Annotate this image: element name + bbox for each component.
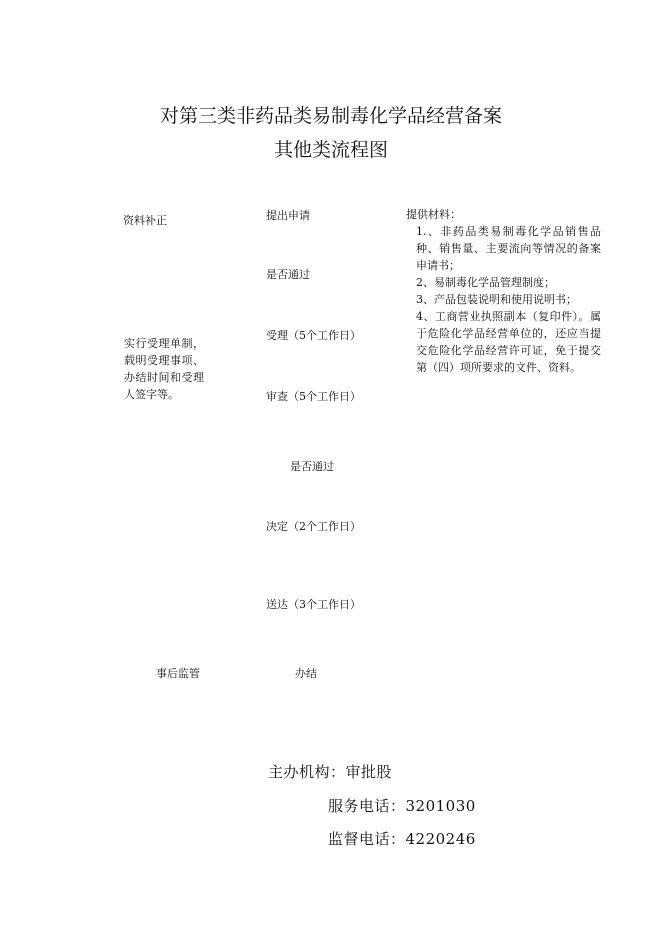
page-title: 对第三类非药品类易制毒化学品经营备案 [159,105,502,127]
page-subtitle: 其他类流程图 [273,139,388,161]
step-accept: 受理（5个工作日） [266,329,361,342]
supervise-phone: 监督电话：4220246 [328,830,476,848]
materials-list [406,206,601,376]
step-check-1: 是否通过 [266,268,310,281]
step-finish: 办结 [295,667,317,680]
materials-item-2: 2、易制毒化学品管理制度； [416,276,555,289]
supervision-label: 事后监管 [156,667,200,680]
step-review: 审查（5个工作日） [266,390,361,403]
accept-note: 实行受理单制，载明受理事项、办结时间和受理人签字等。 [124,337,204,401]
organizer: 主办机构：审批股 [268,763,393,781]
supplement-label: 资料补正 [123,214,167,227]
materials-item-1: 1.、非药品类易制毒化学品销售品种、销售量、主要流向等情况的备案申请书； [416,225,601,272]
service-phone: 服务电话：3201030 [328,797,476,815]
materials-heading: 提供材料： [406,208,461,221]
step-apply: 提出申请 [266,209,310,222]
step-decide: 决定（2个工作日） [266,520,361,533]
materials-item-3: 3、产品包装说明和使用说明书； [416,293,577,306]
step-deliver: 送达（3个工作日） [266,598,361,611]
step-check-2: 是否通过 [290,460,334,473]
materials-item-4: 4、工商营业执照副本（复印件）。属于危险化学品经营单位的，还应当提交危险化学品经营许可证，免于提交第（四）项所要求的文件、资料。 [416,310,601,374]
